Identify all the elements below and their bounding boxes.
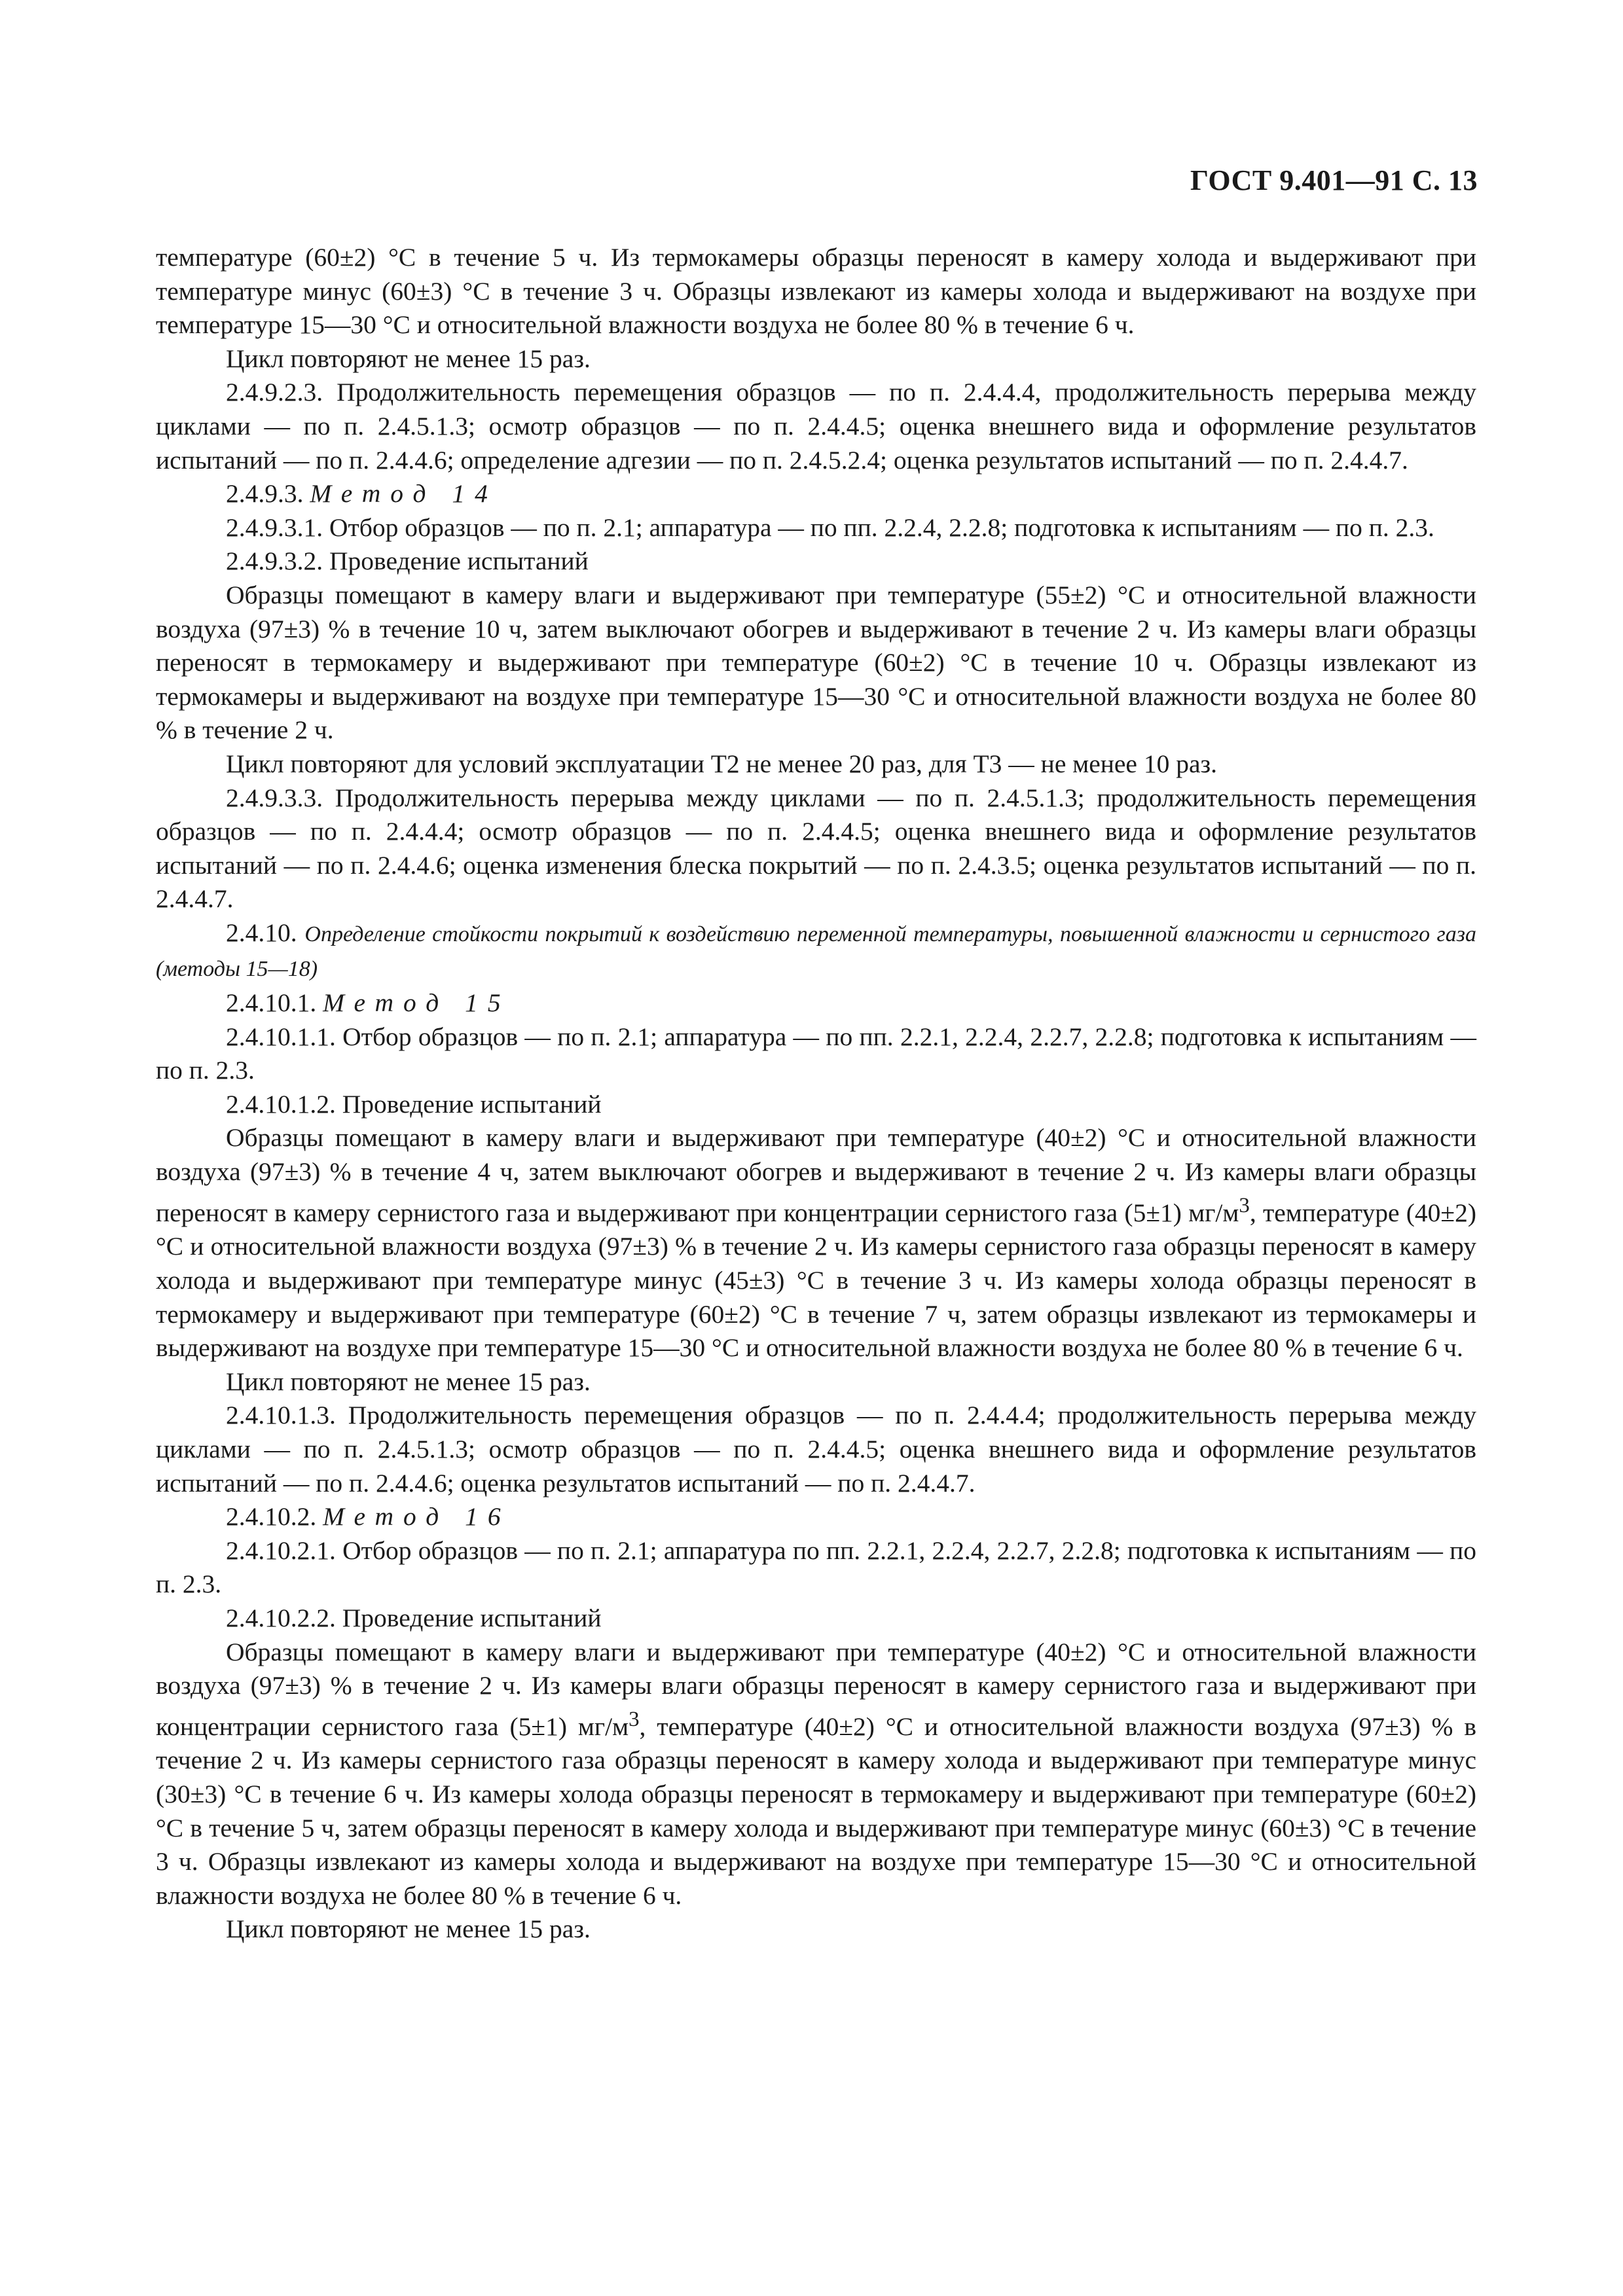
section-heading xyxy=(156,986,1476,1020)
paragraph: 2.4.9.3.2. Проведение испытаний xyxy=(226,547,589,576)
section-number: 2.4.10.1. xyxy=(226,988,317,1018)
paragraph: 2.4.10.2.2. Проведение испытаний xyxy=(226,1603,602,1632)
paragraph: 2.4.10.2.1. Отбор образцов — по п. 2.1; аппаратура по пп. 2.2.1, 2.2.4, 2.2.7, 2.2.8; подготовка к испытаниям — по п. 2.3. xyxy=(156,1535,1476,1599)
document-body xyxy=(156,241,1476,1946)
method-title: Метод 14 xyxy=(310,479,498,509)
text-run: Образцы помещают в камеру влаги и выдерживают при температуре (40±2) °С и относительной влажности воздуха (97±3) % в течение 4 ч, затем выключают обогрев и выдерживают в течение 2 ч. Из камеры влаги образцы переносят в камеру сернистого газа и выдерживают при концентрации сернистого газа (5±1) мг/м xyxy=(156,1123,1476,1227)
method-title: Метод 15 xyxy=(323,988,511,1018)
text-run: , температуре (40±2) °С и относительной влажности воздуха (97±3) % в течение 2 ч. Из камеры сернистого газа образцы переносят в камеру холода и выдерживают при температуре минус (30±3) °С в течение 6 ч. Из камеры холода образцы переносят в термокамеру и выдерживают при температуре (60±2) °С в течение 5 ч, затем образцы переносят в камеру холода и выдерживают при температуре минус (60±3) °С в течение 3 ч. Образцы извлекают из камеры холода и выдерживают на воздухе при температуре 15—30 °С и относительной влажности воздуха не более 80 % в течение 6 ч. xyxy=(156,1712,1476,1910)
paragraph: Образцы помещают в камеру влаги и выдерживают при температуре (55±2) °С и относительной влажности воздуха (97±3) % в течение 10 ч, затем выключают обогрев и выдерживают в течение 2 ч. Из камеры влаги образцы переносят в термокамеру и выдерживают при температуре (60±2) °С в течение 10 ч. Образцы извлекают из термокамеры и выдерживают на воздухе при температуре 15—30 °С и относительной влажности воздуха не более 80 % в течение 2 ч. xyxy=(156,580,1476,745)
paragraph: Цикл повторяют не менее 15 раз. xyxy=(226,1367,591,1396)
section-heading xyxy=(156,1500,1476,1534)
section-heading xyxy=(156,916,1476,986)
paragraph: 2.4.10.1.3. Продолжительность перемещения образцов — по п. 2.4.4.4; продолжительность перерыва между циклами — по п. 2.4.5.1.3; осмотр образцов — по п. 2.4.4.5; оценка внешнего вида и оформление результатов испытаний — по п. 2.4.4.6; оценка результатов испытаний — по п. 2.4.4.7. xyxy=(156,1401,1476,1498)
paragraph xyxy=(156,1636,1476,1913)
section-title: Определение стойкости покрытий к воздействию переменной температуры, повышенной влажности и сернистого газа (методы 15—18) xyxy=(156,922,1477,982)
method-title: Метод 16 xyxy=(323,1502,511,1532)
page-header: ГОСТ 9.401—91 С. 13 xyxy=(1190,164,1478,196)
paragraph: 2.4.10.1.2. Проведение испытаний xyxy=(226,1089,602,1119)
superscript: 3 xyxy=(1239,1193,1250,1217)
text-run: , температуре (40±2) °С и относительной влажности воздуха (97±3) % в течение 2 ч. Из камеры сернистого газа образцы переносят в камеру холода и выдерживают при температуре минус (45±3) °С в течение 3 ч. Из камеры холода образцы переносят в термокамеру и выдерживают при температуре (60±2) °С в течение 7 ч, затем образцы извлекают из термокамеры и выдерживают на воздухе при температуре 15—30 °С и относительной влажности воздуха не более 80 % в течение 6 ч. xyxy=(156,1198,1476,1363)
paragraph: температуре (60±2) °С в течение 5 ч. Из термокамеры образцы переносят в камеру холода и выдерживают при температуре минус (60±3) °С в течение 3 ч. Образцы извлекают из камеры холода и выдерживают на воздухе при температуре 15—30 °С и относительной влажности воздуха не более 80 % в течение 6 ч. xyxy=(156,243,1476,340)
paragraph xyxy=(156,1121,1476,1365)
paragraph: Цикл повторяют для условий эксплуатации Т2 не менее 20 раз, для Т3 — не менее 10 раз. xyxy=(226,749,1217,778)
paragraph: 2.4.9.3.3. Продолжительность перерыва между циклами — по п. 2.4.5.1.3; продолжительность перемещения образцов — по п. 2.4.4.4; осмотр образцов — по п. 2.4.4.5; оценка внешнего вида и оформление результатов испытаний — по п. 2.4.4.6; оценка изменения блеска покрытий — по п. 2.4.3.5; оценка результатов испытаний — по п. 2.4.4.7. xyxy=(156,783,1476,914)
paragraph: Цикл повторяют не менее 15 раз. xyxy=(226,1914,591,1944)
paragraph: 2.4.10.1.1. Отбор образцов — по п. 2.1; аппаратура — по пп. 2.2.1, 2.2.4, 2.2.7, 2.2.8; подготовка к испытаниям — по п. 2.3. xyxy=(156,1022,1476,1085)
paragraph: 2.4.9.2.3. Продолжительность перемещения образцов — по п. 2.4.4.4, продолжительность перерыва между циклами — по п. 2.4.5.1.3; осмотр образцов — по п. 2.4.4.5; оценка внешнего вида и оформление результатов испытаний — по п. 2.4.4.6; определение адгезии — по п. 2.4.5.2.4; оценка результатов испытаний — по п. 2.4.4.7. xyxy=(156,378,1476,475)
paragraph: Цикл повторяют не менее 15 раз. xyxy=(226,344,591,373)
text-run: Образцы помещают в камеру влаги и выдерживают при температуре (40±2) °С и относительной влажности воздуха (97±3) % в течение 2 ч. Из камеры влаги образцы переносят в камеру сернистого газа и выдерживают при концентрации сернистого газа (5±1) мг/м xyxy=(156,1637,1476,1741)
paragraph: 2.4.9.3.1. Отбор образцов — по п. 2.1; аппаратура — по пп. 2.2.4, 2.2.8; подготовка к испытаниям — по п. 2.3. xyxy=(226,512,1434,542)
section-number: 2.4.9.3. xyxy=(226,479,304,509)
section-number: 2.4.10. xyxy=(226,918,297,947)
section-heading xyxy=(156,477,1476,511)
section-number: 2.4.10.2. xyxy=(226,1502,317,1532)
superscript: 3 xyxy=(629,1707,640,1731)
